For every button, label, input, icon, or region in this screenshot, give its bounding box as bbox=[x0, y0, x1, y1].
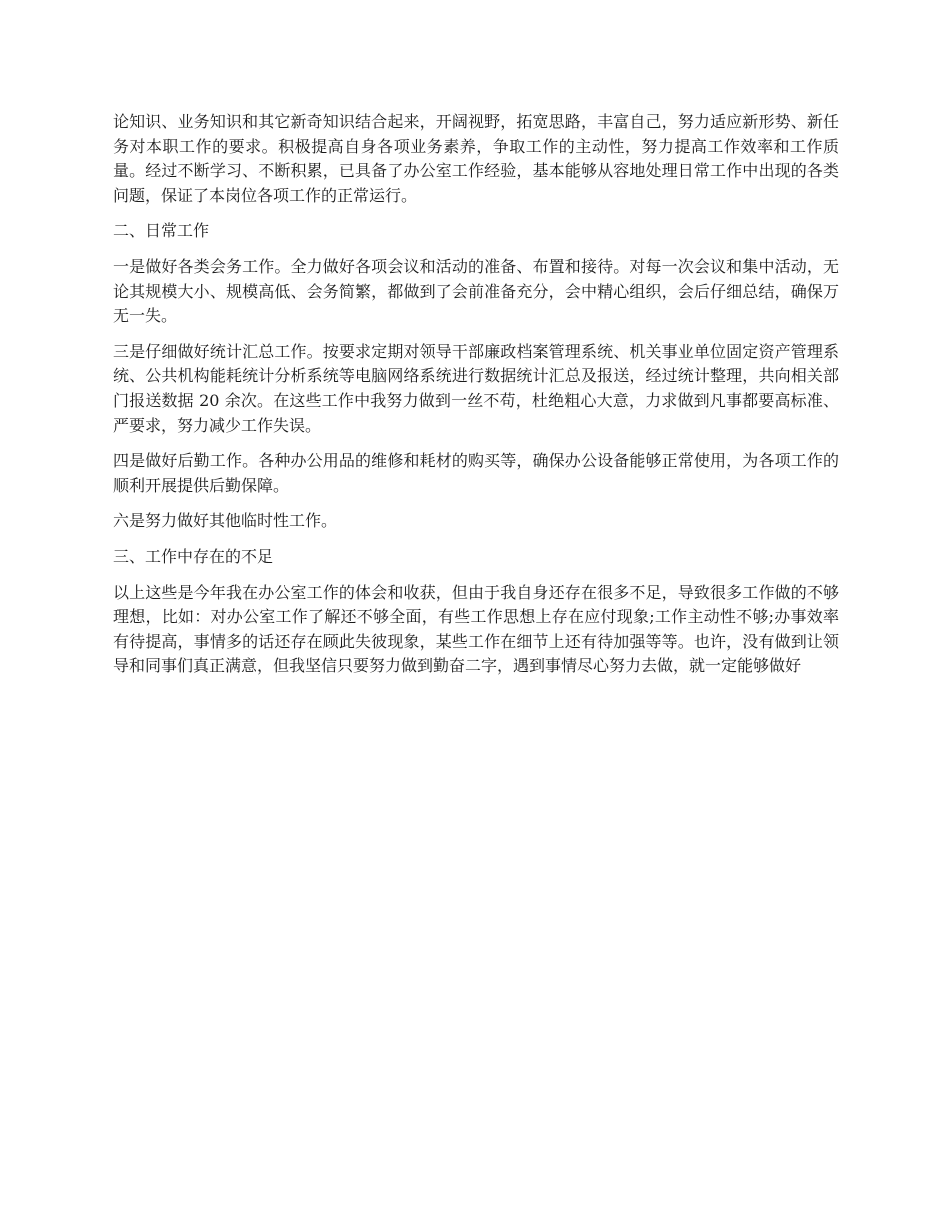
section-heading-shortcomings: 三、工作中存在的不足 bbox=[113, 546, 274, 566]
paragraph-intro-continuation: 论知识、业务知识和其它新奇知识结合起来，开阔视野，拓宽思路，丰富自己，努力适应新形势、新任务对本职工作的要求。积极提高自身各项业务素养，争取工作的主动性，努力提高工作效率和工作质量。经过不断学习、不断积累，已具备了办公室工作经验，基本能够从容地处理日常工作中出现的各类问题，保证了本岗位各项工作的正常运行。 bbox=[113, 112, 839, 205]
document-body bbox=[113, 110, 839, 690]
paragraph-shortcomings: 以上这些是今年我在办公室工作的体会和收获，但由于我自身还存在很多不足，导致很多工作做的不够理想，比如：对办公室工作了解还不够全面，有些工作思想上存在应付现象;工作主动性不够;办事效率有待提高，事情多的话还存在顾此失彼现象，某些工作在细节上还有待加强等等。也许，没有做到让领导和同事们真正满意，但我坚信只要努力做到勤奋二字，遇到事情尽心努力去做，就一定能够做好 bbox=[113, 582, 839, 676]
paragraph-meeting-affairs: 一是做好各类会务工作。全力做好各项会议和活动的准备、布置和接待。对每一次会议和集中活动，无论其规模大小、规模高低、会务简繁，都做到了会前准备充分，会中精心组织，会后仔细总结，确保万无一失。 bbox=[113, 256, 839, 326]
paragraph-temporary-work: 六是努力做好其他临时性工作。 bbox=[113, 511, 338, 531]
paragraph-statistics: 三是仔细做好统计汇总工作。按要求定期对领导干部廉政档案管理系统、机关事业单位固定资产管理系统、公共机构能耗统计分析系统等电脑网络系统进行数据统计汇总及报送，经过统计整理，共向相关部门报送数据 20 余次。在这些工作中我努力做到一丝不苟，杜绝粗心大意，力求做到凡事都要高标准、严要求，努力减少工作失误。 bbox=[113, 341, 839, 435]
paragraph-logistics: 四是做好后勤工作。各种办公用品的维修和耗材的购买等，确保办公设备能够正常使用，为各项工作的顺利开展提供后勤保障。 bbox=[113, 451, 839, 495]
section-heading-daily-work: 二、日常工作 bbox=[113, 221, 210, 241]
